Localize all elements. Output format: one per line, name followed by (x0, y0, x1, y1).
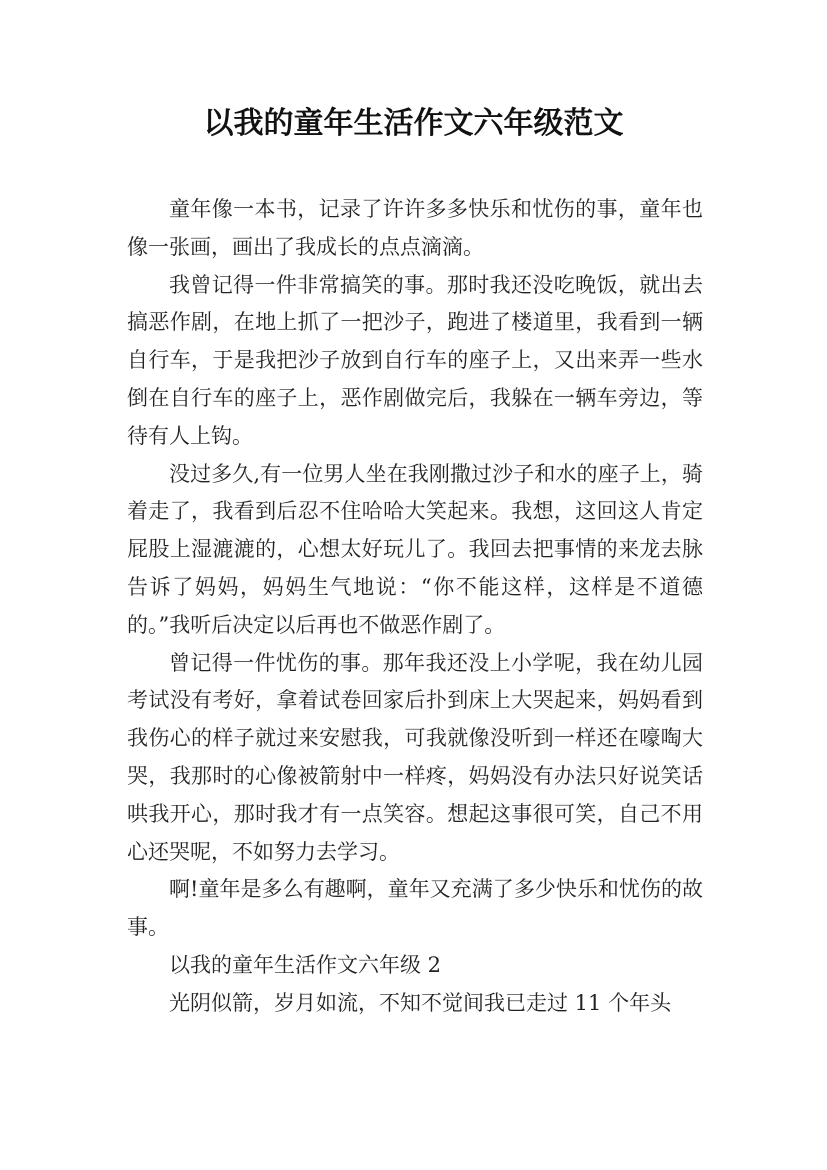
paragraph: 啊!童年是多么有趣啊，童年又充满了多少快乐和忧伤的故事。 (127, 877, 703, 940)
paragraph: 光阴似箭，岁月如流，不知不觉间我已走过 11 个年头 (169, 990, 672, 1015)
paragraph: 我曾记得一件非常搞笑的事。那时我还没吃晚饭，就出去搞恶作剧，在地上抓了一把沙子，跑进了楼道里，我看到一辆自行车，于是我把沙子放到自行车的座子上，又出来弄一些水倒在自行车的座子上，恶作剧做完后，我躲在一辆车旁边，等待有人上钩。 (127, 272, 703, 448)
document-body (127, 191, 703, 1023)
document-title: 以我的童年生活作文六年级范文 (203, 106, 624, 141)
paragraph: 童年像一本书，记录了许许多多快乐和忧伤的事，童年也像一张画，画出了我成长的点点滴滴。 (127, 197, 703, 259)
paragraph: 没过多久,有一位男人坐在我刚撒过沙子和水的座子上，骑着走了，我看到后忍不住哈哈大笑起来。我想，这回这人肯定屁股上湿漉漉的，心想太好玩儿了。我回去把事情的来龙去脉告诉了妈妈，妈妈生气地说：“你不能这样，这样是不道德的。”我听后决定以后再也不做恶作剧了。 (127, 461, 703, 637)
section-heading: 以我的童年生活作文六年级 2 (169, 952, 442, 977)
paragraph: 曾记得一件忧伤的事。那年我还没上小学呢，我在幼儿园考试没有考好，拿着试卷回家后扑到床上大哭起来，妈妈看到我伤心的样子就过来安慰我，可我就像没听到一样还在嚎啕大哭，我那时的心像被箭射中一样疼，妈妈没有办法只好说笑话哄我开心，那时我才有一点笑容。想起这事很可笑，自己不用心还哭呢，不如努力去学习。 (127, 650, 703, 864)
